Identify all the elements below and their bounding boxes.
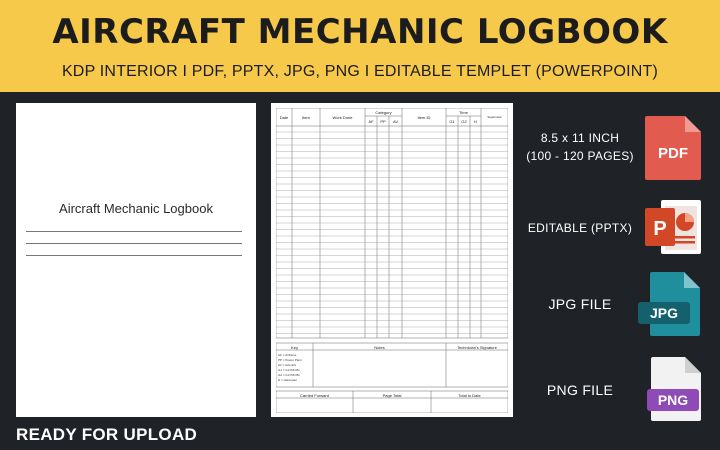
png-icon-text: PNG <box>657 392 689 408</box>
logbook-interior-preview <box>271 103 513 417</box>
header-date: Date <box>279 115 289 120</box>
pdf-icon-text: PDF <box>658 145 688 162</box>
total-to-date-label: Total to Date <box>458 393 481 398</box>
ready-for-upload-label: READY FOR UPLOAD <box>16 425 198 444</box>
format-label-line: (100 - 120 PAGES) <box>526 149 634 163</box>
title-banner <box>0 0 720 92</box>
cover-line <box>26 231 242 232</box>
page-title: AIRCRAFT MECHANIC LOGBOOK <box>52 12 668 52</box>
header-af: AF <box>368 119 374 124</box>
page-total-label: Page Total <box>382 393 402 398</box>
key-item: H = Helicopter <box>278 378 298 382</box>
cover-title: Aircraft Mechanic Logbook <box>59 201 213 216</box>
key-item: AV = Avionics <box>278 363 297 367</box>
key-item: G2 = GLYNN Bx <box>278 373 300 377</box>
log-grid <box>276 108 508 413</box>
pdf-file-icon <box>643 114 703 182</box>
format-label-size <box>520 131 640 163</box>
format-label-jpg: JPG FILE <box>548 296 612 312</box>
key-item: PP = Power Plant <box>278 358 302 362</box>
format-label-editable: EDITABLE (PPTX) <box>527 221 633 235</box>
header-item: Item <box>302 115 310 120</box>
jpg-icon-text: JPG <box>649 305 679 321</box>
key-title: Key <box>291 345 298 350</box>
header-h: H <box>474 119 477 124</box>
header-pp: PP <box>380 119 386 124</box>
page-subtitle: KDP INTERIOR I PDF, PPTX, JPG, PNG I EDITABLE TEMPLET (POWERPOINT) <box>61 63 659 80</box>
cover-line <box>26 243 242 244</box>
logbook-cover-preview <box>16 103 256 417</box>
png-file-icon <box>643 355 705 423</box>
header-category: Category <box>375 110 392 115</box>
header-supervisor: Supervisor <box>487 115 502 119</box>
powerpoint-file-icon <box>643 198 703 256</box>
format-label-line: 8.5 x 11 INCH <box>540 131 620 145</box>
header-time: Time <box>459 110 468 115</box>
format-label-png: PNG FILE <box>546 382 614 398</box>
header-g1: G1 <box>449 119 455 124</box>
jpg-file-icon <box>638 270 704 338</box>
header-work-done: Work Done <box>332 115 353 120</box>
header-g2: G2 <box>461 119 467 124</box>
notes-title: Notes <box>374 345 385 350</box>
pptx-icon-text: P <box>653 218 667 240</box>
header-av: AV <box>392 119 399 124</box>
cover-line <box>26 255 242 256</box>
signature-title: Technician's Signature <box>457 345 497 350</box>
key-item: AF = Airframe <box>278 353 297 357</box>
header-item-id: Item ID <box>417 115 431 120</box>
carried-forward-label: Carried Forward <box>300 393 329 398</box>
key-item: G1 = GLYNN Bx <box>278 368 300 372</box>
